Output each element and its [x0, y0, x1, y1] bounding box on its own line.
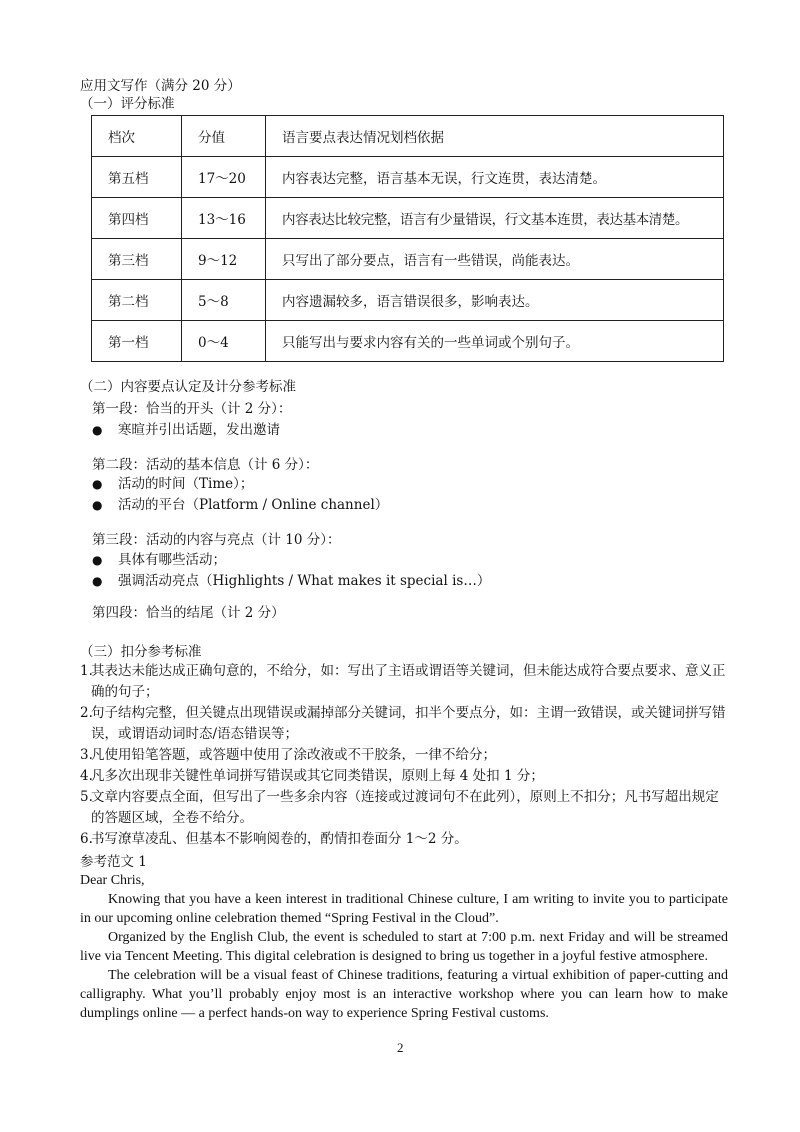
table-cell: 内容表达完整，语言基本无误，行文连贯，表达清楚。 — [266, 157, 724, 198]
deduction-rule — [80, 661, 730, 703]
sample-heading: 参考范文 1 — [80, 854, 147, 870]
deduction-rule — [80, 766, 730, 787]
rule-number: 2. — [80, 705, 93, 721]
list-item — [92, 420, 280, 440]
page-number: 2 — [397, 1040, 404, 1055]
deduction-rule — [80, 745, 730, 766]
table-cell: 第四档 — [92, 198, 182, 239]
rule-number: 3. — [80, 747, 93, 763]
table-header-cell: 语言要点表达情况划档依据 — [266, 116, 724, 157]
rule-text: 凡多次出现非关键性单词拼写错误或其它同类错误，原则上每 4 处扣 1 分； — [91, 768, 544, 784]
table-cell: 5～8 — [182, 280, 266, 321]
bullet-icon: ● — [92, 423, 103, 437]
section-heading-scoring: （一）评分标准 — [80, 96, 175, 112]
bullet-icon: ● — [92, 477, 103, 491]
table-header-cell: 分值 — [182, 116, 266, 157]
paragraph-2-title: 第二段：活动的基本信息（计 6 分）： — [92, 457, 319, 473]
essay-salutation: Dear Chris, — [80, 873, 145, 888]
table-header-cell: 档次 — [92, 116, 182, 157]
essay-paragraph: Organized by the English Club, the event is scheduled to start at 7:00 p.m. next Friday and will be streamed live via Tencent Meeting. This digital celebration is designed to bring us together in a joyful festive atmosphere. — [80, 930, 728, 964]
table-cell: 内容遗漏较多，语言错误很多，影响表达。 — [266, 280, 724, 321]
table-cell: 第一档 — [92, 321, 182, 362]
list-item-text: 活动的平台（Platform / Online channel） — [118, 497, 389, 513]
list-item — [92, 474, 253, 494]
rule-number: 1. — [80, 663, 93, 679]
deduction-rule — [80, 829, 730, 850]
rule-number: 5. — [80, 789, 93, 805]
table-row — [92, 239, 724, 280]
list-item — [92, 571, 490, 591]
bullet-icon: ● — [92, 574, 103, 588]
rule-text: 其表达未能达成正确句意的，不给分，如：写出了主语或谓语等关键词，但未能达成符合要点要求、意义正确的句子； — [91, 663, 726, 700]
list-item-text: 活动的时间（Time）； — [118, 476, 254, 492]
table-row — [92, 321, 724, 362]
rule-number: 6. — [80, 831, 93, 847]
page-title: 应用文写作（满分 20 分） — [80, 78, 241, 94]
deduction-rule — [80, 703, 730, 745]
sample-essay — [80, 871, 728, 1023]
table-cell: 只能写出与要求内容有关的一些单词或个别句子。 — [266, 321, 724, 362]
list-item — [92, 495, 388, 515]
paragraph-3-title: 第三段：活动的内容与亮点（计 10 分）： — [92, 532, 341, 548]
table-cell: 只写出了部分要点，语言有一些错误，尚能表达。 — [266, 239, 724, 280]
list-item-text: 寒暄并引出话题，发出邀请 — [118, 422, 280, 438]
rule-text: 句子结构完整，但关键点出现错误或漏掉部分关键词，扣半个要点分，如：主谓一致错误，或关键词拼写错误，或谓语动词时态/语态错误等； — [91, 705, 726, 742]
table-cell: 内容表达比较完整，语言有少量错误，行文基本连贯，表达基本清楚。 — [266, 198, 724, 239]
table-header-row — [92, 116, 724, 157]
table-row — [92, 157, 724, 198]
table-cell: 13～16 — [182, 198, 266, 239]
section-heading-content-points: （二）内容要点认定及计分参考标准 — [80, 379, 296, 395]
table-row — [92, 280, 724, 321]
table-cell: 17～20 — [182, 157, 266, 198]
rule-number: 4. — [80, 768, 93, 784]
scoring-table — [91, 115, 724, 362]
paragraph-4-title: 第四段：恰当的结尾（计 2 分） — [92, 605, 285, 621]
paragraph-1-title: 第一段：恰当的开头（计 2 分）： — [92, 401, 292, 417]
table-cell: 第三档 — [92, 239, 182, 280]
list-item-text: 强调活动亮点（Highlights / What makes it special is…） — [118, 573, 491, 589]
deduction-rule — [80, 787, 730, 829]
rule-text: 文章内容要点全面，但写出了一些多余内容（连接或过渡词句不在此列），原则上不扣分；凡书写超出规定的答题区域，全卷不给分。 — [91, 789, 719, 826]
essay-paragraph: Knowing that you have a keen interest in traditional Chinese culture, I am writing to invite you to participate in our upcoming online celebration themed “Spring Festival in the Cloud”. — [80, 892, 728, 926]
table-cell: 0～4 — [182, 321, 266, 362]
rule-text: 凡使用铅笔答题，或答题中使用了涂改液或不干胶条，一律不给分； — [91, 747, 496, 763]
list-item — [92, 550, 226, 570]
essay-paragraph: The celebration will be a visual feast of Chinese traditions, featuring a virtual exhibition of paper-cutting and calligraphy. What you’ll probably enjoy most is an interactive workshop where you can learn how to make dumplings online — a perfect hands-on way to experience Spring Festival customs. — [80, 968, 728, 1021]
bullet-icon: ● — [92, 553, 103, 567]
list-item-text: 具体有哪些活动； — [118, 552, 226, 568]
table-row — [92, 198, 724, 239]
section-heading-deductions: （三）扣分参考标准 — [80, 644, 202, 660]
table-cell: 第二档 — [92, 280, 182, 321]
bullet-icon: ● — [92, 498, 103, 512]
table-cell: 第五档 — [92, 157, 182, 198]
rule-text: 书写潦草凌乱、但基本不影响阅卷的，酌情扣卷面分 1～2 分。 — [91, 831, 468, 847]
table-cell: 9～12 — [182, 239, 266, 280]
